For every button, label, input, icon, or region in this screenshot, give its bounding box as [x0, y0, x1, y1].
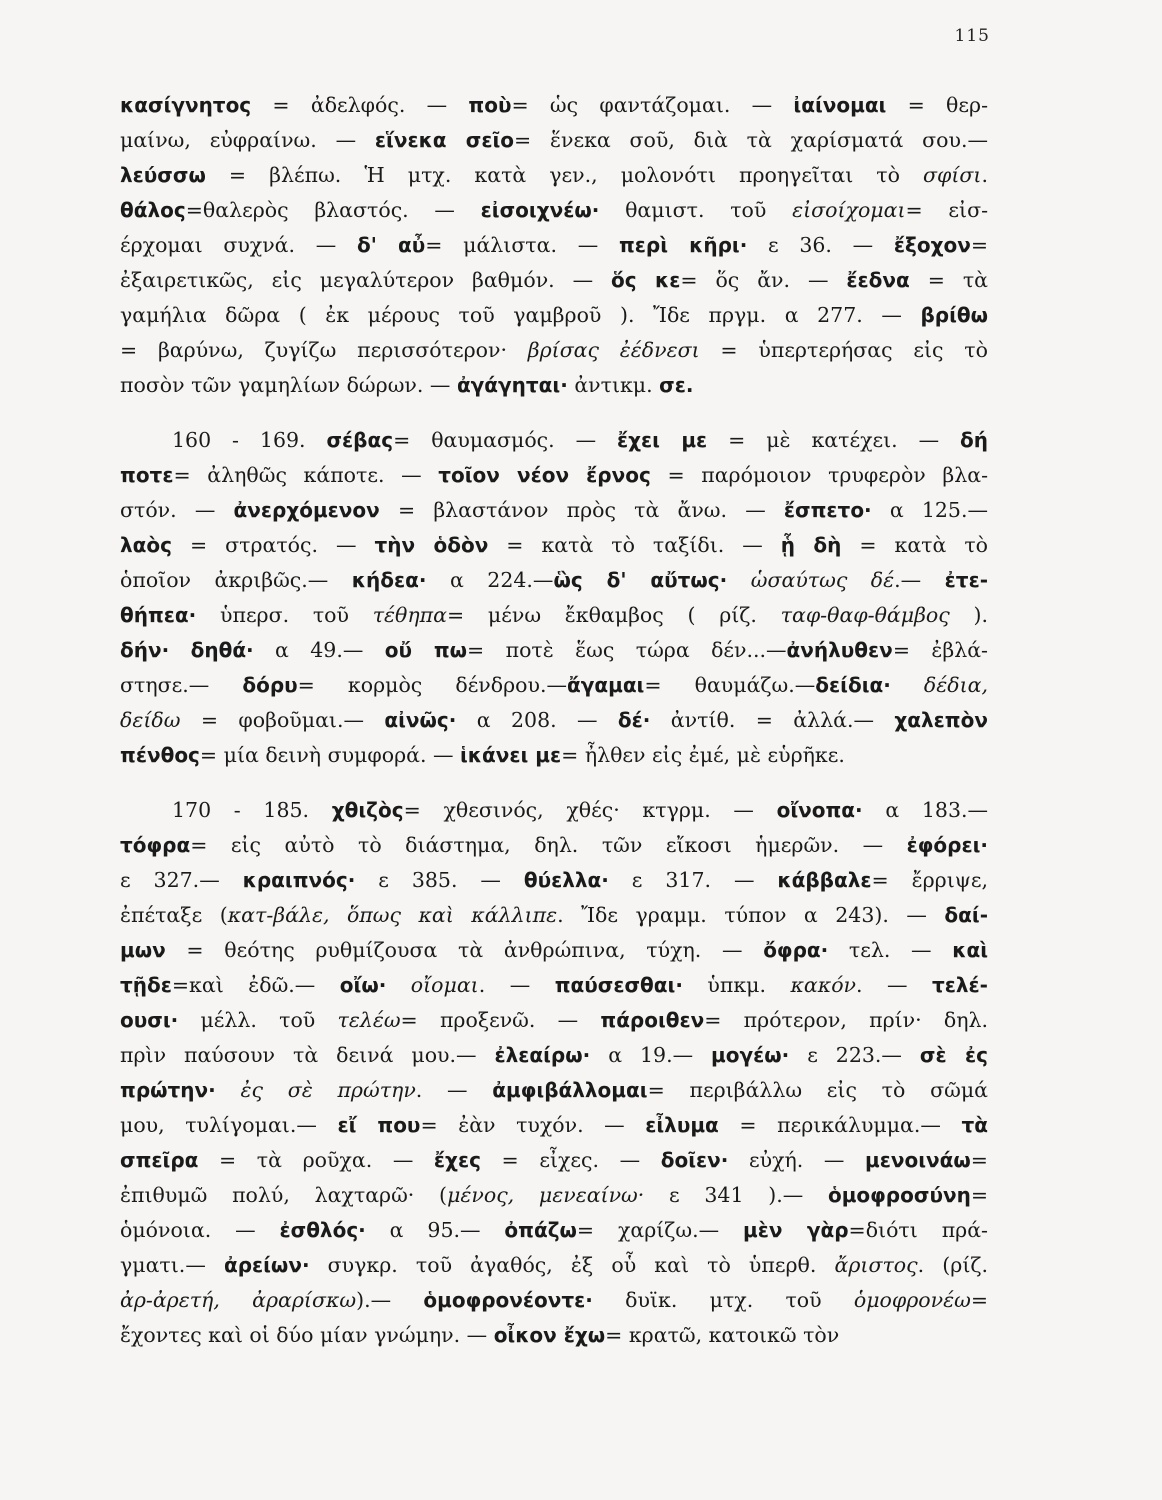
headword: ἀμφιβάλλομαι — [492, 1078, 648, 1102]
italic-text: ἀρ-ἀρετή, ἀραρίσκω — [120, 1288, 357, 1312]
text-line — [120, 493, 988, 528]
gloss-text: = — [970, 1148, 988, 1172]
gloss-text: = ἦλθεν εἰς ἐμέ, μὲ εὑρῆκε. — [561, 743, 845, 767]
headword: σέβας — [326, 428, 394, 452]
headword: ὁμοφρονέοντε· — [423, 1288, 593, 1312]
gloss-text: = περιβάλλω εἰς τὸ σῶμά — [647, 1078, 988, 1102]
headword: δείδια· — [815, 673, 891, 697]
gloss-text: = ἀδελφός. — — [251, 93, 469, 117]
headword: ποὺ — [468, 93, 512, 117]
headword: ἐφόρει· — [906, 833, 988, 857]
gloss-text: = κατὰ τὸ ταξίδι. — — [488, 533, 781, 557]
gloss-text: = ἐὰν τυχόν. — — [420, 1113, 646, 1137]
gloss-text: ὑπερσ. τοῦ — [196, 603, 373, 627]
gloss-text: . — [981, 163, 988, 187]
headword: εἰσοιχνέω· — [480, 198, 600, 222]
text-line — [120, 793, 988, 828]
gloss-text: ε 385. — — [355, 868, 524, 892]
text-line — [120, 458, 988, 493]
text-line — [120, 828, 988, 863]
headword: ἀνήλυθεν — [786, 638, 893, 662]
gloss-text: = εἶχες. — — [480, 1148, 661, 1172]
text-line — [120, 633, 988, 668]
headword: ἱκάνει με — [460, 743, 562, 767]
headword: κραιπνός· — [242, 868, 356, 892]
headword: ἄγαμαι — [567, 673, 645, 697]
gloss-text: = πρότερον, πρίν· δηλ. — [704, 1008, 988, 1032]
text-line — [120, 1143, 988, 1178]
headword: ὅς κε — [611, 268, 681, 292]
headword: δ' αὖ — [356, 233, 426, 257]
headword: ἔεδνα — [846, 268, 910, 292]
gloss-text: θαμιστ. τοῦ — [599, 198, 793, 222]
gloss-text: α 125.— — [871, 498, 988, 522]
gloss-text: ἀντίθ. = ἀλλά.— — [650, 708, 895, 732]
text-line — [120, 1108, 988, 1143]
text-line — [120, 1213, 988, 1248]
headword: πένθος — [120, 743, 200, 767]
headword: δηθά· — [190, 638, 254, 662]
headword: ὀπάζω — [504, 1218, 577, 1242]
text-line — [120, 668, 988, 703]
headword: εἴ που — [337, 1113, 421, 1137]
gloss-text: ὑπκμ. — [682, 973, 791, 997]
headword: κήδεα· — [351, 568, 427, 592]
headword: ἐσθλός· — [279, 1218, 366, 1242]
gloss-text: ἔχοντες καὶ οἱ δύο μίαν γνώμην. — — [120, 1323, 494, 1347]
gloss-text: πρὶν παύσουν τὰ δεινά μου.— — [120, 1043, 495, 1067]
gloss-text: ε 317. — — [608, 868, 778, 892]
italic-text: σφίσι — [923, 163, 982, 187]
headword: θάλος — [120, 198, 186, 222]
headword: εἵνεκα σεῖο — [374, 128, 515, 152]
gloss-text — [727, 568, 751, 592]
gloss-text: = ἐβλά- — [892, 638, 988, 662]
headword: τόφρα — [120, 833, 191, 857]
gloss-text: = θαυμάζω.— — [644, 673, 816, 697]
gloss-text: = περικάλυμμα.— — [718, 1113, 962, 1137]
gloss-text: α 95.— — [365, 1218, 505, 1242]
headword: χθιζὸς — [331, 798, 404, 822]
gloss-text: α 19.— — [590, 1043, 712, 1067]
headword: δαί- — [944, 903, 988, 927]
gloss-text: μέλλ. τοῦ — [178, 1008, 338, 1032]
gloss-text: = εἰς αὐτὸ τὸ διάστημα, δηλ. τῶν εἴκοσι ἡμερῶν. — — [190, 833, 907, 857]
headword: οἶκον ἔχω — [493, 1323, 606, 1347]
headword: ἐλεαίρω· — [494, 1043, 591, 1067]
gloss-text: ). — [949, 603, 988, 627]
gloss-text: α 224.— — [426, 568, 554, 592]
gloss-text: =θαλερὸς βλαστός. — — [185, 198, 481, 222]
text-line — [120, 563, 988, 598]
paragraph-gap — [120, 403, 988, 423]
text-line — [120, 528, 988, 563]
gloss-text: =διότι πρά- — [848, 1218, 988, 1242]
headword: ἰαίνομαι — [793, 93, 887, 117]
paragraph-gap — [120, 773, 988, 793]
text-line — [120, 898, 988, 933]
gloss-text: = τὰ — [909, 268, 988, 292]
headword: ἀνερχόμενον — [233, 498, 380, 522]
italic-text: οἴομαι — [410, 973, 479, 997]
headword: δή — [960, 428, 988, 452]
text-line — [120, 968, 988, 1003]
headword: σὲ ἐς — [919, 1043, 988, 1067]
gloss-text: = εἰσ- — [905, 198, 988, 222]
gloss-text: . (ρίζ. — [917, 1253, 988, 1277]
text-line — [120, 368, 988, 403]
headword: πάροιθεν — [600, 1008, 705, 1032]
gloss-text: = — [970, 233, 988, 257]
gloss-text: εὐχή. — — [728, 1148, 866, 1172]
headword: περὶ κῆρι· — [618, 233, 748, 257]
gloss-text: = θεότης ρυθμίζουσα τὰ ἀνθρώπινα, τύχη. — — [165, 938, 764, 962]
text-line — [120, 738, 988, 773]
gloss-text: = μάλιστα. — — [425, 233, 619, 257]
headword: ἔσπετο· — [783, 498, 872, 522]
text-line — [120, 1318, 988, 1353]
text-line — [120, 123, 988, 158]
gloss-text: μαίνω, εὐφραίνω. — — [120, 128, 375, 152]
gloss-text: = μὲ κατέχει. — — [707, 428, 961, 452]
headword: εἶλυμα — [645, 1113, 719, 1137]
gloss-text: = μία δεινὴ συμφορά. — — [199, 743, 461, 767]
headword: πρώτην· — [120, 1078, 216, 1102]
gloss-text: γματι.— — [120, 1253, 224, 1277]
italic-text: δέδια, — [923, 673, 988, 697]
gloss-text: ποσὸν τῶν γαμηλίων δώρων. — — [120, 373, 457, 397]
gloss-text: ε 341 ).— — [644, 1183, 828, 1207]
text-line — [120, 1003, 988, 1038]
gloss-text: γαμήλια δῶρα ( ἐκ μέρους τοῦ γαμβροῦ ). Ἴδε πργμ. α 277. — — [120, 303, 921, 327]
gloss-text: στόν. — — [120, 498, 234, 522]
gloss-text: = χθεσινός, χθές· κτγρμ. — — [403, 798, 777, 822]
italic-text: τέθηπα — [372, 603, 448, 627]
gloss-text — [216, 1078, 241, 1102]
headword: ὄφρα· — [763, 938, 829, 962]
headword: σε. — [659, 373, 694, 397]
gloss-text: = ἀληθῶς κάποτε. — — [173, 463, 439, 487]
text-line — [120, 933, 988, 968]
text-line — [120, 1073, 988, 1108]
headword: αἰνῶς· — [384, 708, 457, 732]
headword: ὣς δ' αὔτως· — [553, 568, 728, 592]
headword: ποτε — [120, 463, 174, 487]
gloss-text: = τὰ ροῦχα. — — [198, 1148, 434, 1172]
gloss-text: ἐξαιρετικῶς, εἰς μεγαλύτερον βαθμόν. — — [120, 268, 612, 292]
page-number: 115 — [954, 26, 990, 46]
gloss-text: = βαρύνω, ζυγίζω περισσότερον· — [120, 338, 528, 362]
gloss-text: ε 36. — — [747, 233, 894, 257]
gloss-text: μου, τυλίγομαι.— — [120, 1113, 338, 1137]
gloss-text: =καὶ ἐδῶ.— — [171, 973, 340, 997]
italic-text: κακόν — [790, 973, 857, 997]
gloss-text: = ἔρριψε, — [871, 868, 988, 892]
gloss-text: . — — [856, 973, 932, 997]
headword: ουσι· — [120, 1008, 179, 1032]
headword: τὴν ὁδὸν — [374, 533, 489, 557]
headword: κάββαλε — [777, 868, 872, 892]
headword: ᾗ δὴ — [780, 533, 842, 557]
gloss-text: = κατὰ τὸ — [841, 533, 988, 557]
text-line — [120, 158, 988, 193]
gloss-text: = προξενῶ. — — [400, 1008, 601, 1032]
italic-text: ὁμοφρονέω — [853, 1288, 971, 1312]
gloss-text: = ποτὲ ἕως τώρα δέν...— — [467, 638, 787, 662]
text-line — [120, 333, 988, 368]
gloss-text: = βλαστάνον πρὸς τὰ ἄνω. — — [379, 498, 784, 522]
gloss-text: = — [970, 1288, 988, 1312]
gloss-text: = φοβοῦμαι.— — [180, 708, 385, 732]
headword: θήπεα· — [120, 603, 197, 627]
headword: ἔχες — [433, 1148, 481, 1172]
headword: καὶ — [952, 938, 988, 962]
gloss-text: ἐπέταξε ( — [120, 903, 228, 927]
gloss-text: = κρατῶ, κατοικῶ τὸν — [605, 1323, 840, 1347]
headword: λαὸς — [120, 533, 172, 557]
headword: κασίγνητος — [120, 93, 252, 117]
italic-text: κατ-βάλε, ὅπως καὶ κάλλιπε — [227, 903, 558, 927]
gloss-text: ἀντικμ. — [567, 373, 660, 397]
italic-text: δείδω — [120, 708, 181, 732]
gloss-text: α 208. — — [456, 708, 618, 732]
text-line — [120, 598, 988, 633]
headword: δόρυ — [242, 673, 298, 697]
gloss-text: = θαυμασμός. — — [393, 428, 618, 452]
italic-text: μένος, μενεαίνω· — [447, 1183, 645, 1207]
text-line — [120, 1283, 988, 1318]
text-line — [120, 423, 988, 458]
headword: ἐτε- — [944, 568, 988, 592]
gloss-text: στησε.— — [120, 673, 243, 697]
gloss-text: = στρατός. — — [172, 533, 375, 557]
gloss-text: = μένω ἔκθαμβος ( ρίζ. — [447, 603, 781, 627]
headword: θύελλα· — [523, 868, 609, 892]
gloss-text: ε 223.— — [789, 1043, 920, 1067]
gloss-text: 160 - 169. — [172, 428, 327, 452]
gloss-text: = ὑπερτερήσας εἰς τὸ — [699, 338, 988, 362]
headword: σπεῖρα — [120, 1148, 199, 1172]
headword: τῇδε — [120, 973, 172, 997]
italic-text: ἄριστος — [834, 1253, 918, 1277]
headword: δήν· — [120, 638, 170, 662]
italic-text: εἰσοίχομαι — [792, 198, 906, 222]
headword: χαλεπὸν — [894, 708, 988, 732]
text-line — [120, 1248, 988, 1283]
text-line — [120, 228, 988, 263]
gloss-text — [386, 973, 410, 997]
headword: τελέ- — [931, 973, 988, 997]
text-line — [120, 263, 988, 298]
gloss-text: 170 - 185. — [172, 798, 332, 822]
text-line — [120, 193, 988, 228]
gloss-text — [169, 638, 190, 662]
headword: τοῖον νέον ἔρνος — [438, 463, 651, 487]
headword: ἔχει με — [617, 428, 708, 452]
headword: ὁμοφροσύνη — [827, 1183, 971, 1207]
gloss-text — [891, 673, 924, 697]
text-line — [120, 88, 988, 123]
headword: ἔξοχον — [893, 233, 971, 257]
gloss-text: = — [970, 1183, 988, 1207]
gloss-text: = ἕνεκα σοῦ, διὰ τὰ χαρίσματά σου.— — [514, 128, 988, 152]
headword: οἴω· — [339, 973, 387, 997]
headword: ἀρείων· — [223, 1253, 310, 1277]
gloss-text: .— — [894, 568, 945, 592]
italic-text: τελέω — [337, 1008, 401, 1032]
italic-text: ἐς σὲ πρώτην — [240, 1078, 416, 1102]
glossary-text — [120, 88, 988, 1353]
headword: λεύσσω — [120, 163, 206, 187]
gloss-text: ὁποῖον ἀκριβῶς.— — [120, 568, 352, 592]
headword: δέ· — [617, 708, 651, 732]
gloss-text: . Ἴδε γραμμ. τύπον α 243). — — [557, 903, 945, 927]
headword: μὲν γὰρ — [743, 1218, 849, 1242]
gloss-text: α 49.— — [253, 638, 385, 662]
gloss-text: . — — [415, 1078, 493, 1102]
text-line — [120, 1038, 988, 1073]
gloss-text: ε 327.— — [120, 868, 243, 892]
gloss-text: α 183.— — [862, 798, 988, 822]
headword: μογέω· — [711, 1043, 790, 1067]
text-line — [120, 298, 988, 333]
headword: μενοινάω — [865, 1148, 971, 1172]
gloss-text: ὁμόνοια. — — [120, 1218, 280, 1242]
gloss-text: συγκρ. τοῦ ἀγαθός, ἐξ οὗ καὶ τὸ ὑπερθ. — [309, 1253, 835, 1277]
gloss-text: = παρόμοιον τρυφερὸν βλα- — [650, 463, 988, 487]
headword: παύσεσθαι· — [554, 973, 683, 997]
gloss-text: ).— — [356, 1288, 424, 1312]
text-line — [120, 703, 988, 738]
gloss-text: = κορμὸς δένδρου.— — [297, 673, 567, 697]
headword: βρίθω — [920, 303, 988, 327]
headword: δοῖεν· — [660, 1148, 729, 1172]
gloss-text: = βλέπω. Ἡ μτχ. κατὰ γεν., μολονότι προηγεῖται τὸ — [205, 163, 924, 187]
headword: οἴνοπα· — [776, 798, 863, 822]
gloss-text: = ὅς ἄν. — — [680, 268, 847, 292]
headword: οὔ πω — [384, 638, 468, 662]
gloss-text: δυϊκ. μτχ. τοῦ — [592, 1288, 854, 1312]
text-line — [120, 863, 988, 898]
headword: ἀγάγηται· — [456, 373, 568, 397]
text-line — [120, 1178, 988, 1213]
gloss-text: τελ. — — [828, 938, 953, 962]
headword: μων — [120, 938, 166, 962]
gloss-text: = θερ- — [886, 93, 988, 117]
italic-text: ὡσαύτως δέ — [750, 568, 895, 592]
italic-text: ταφ-θαφ-θάμβος — [780, 603, 950, 627]
gloss-text: = χαρίζω.— — [576, 1218, 744, 1242]
gloss-text: ἐπιθυμῶ πολύ, λαχταρῶ· ( — [120, 1183, 448, 1207]
headword: τὰ — [961, 1113, 988, 1137]
gloss-text: έρχομαι συχνά. — — [120, 233, 357, 257]
italic-text: βρίσας ἐέδνεσι — [527, 338, 700, 362]
gloss-text: = ὡς φαντάζομαι. — — [511, 93, 794, 117]
gloss-text: . — — [478, 973, 555, 997]
